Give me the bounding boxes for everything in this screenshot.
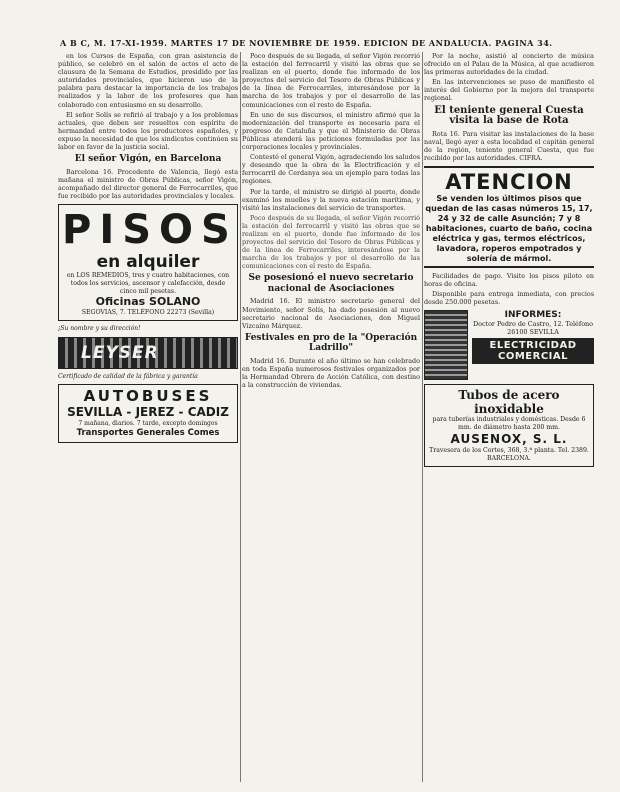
ad-company: AUSENOX, S. L. [450,431,568,446]
article-paragraph: en los Cursos de España, con gran asistencia de público, se celebró en el salón de actos el acto de clausura de la Semana de Estudios, presidido por las autoridades provinciales, que hicieron uso de la palabra para destacar la importancia de los trabajos realizados y la labor de los profesores que han colaborado con entusiasmo en su desarrollo. [58,52,238,109]
article-paragraph: Poco después de su llegada, el señor Vigón recorrió la estación del ferrocarril y visitó las obras que se realizan en el puerto, donde fue informado de los proyectos del servicio del Tesoro de Obras Públicas y de la línea de Ferrocarriles, interesándose por la marcha de los trabajos y por el desarrollo de las comunicaciones con el resto de España. [242,52,420,109]
ad-caption: Certificado de calidad de la fábrica y garantía [58,372,198,380]
headline-secretario: Se posesionó el nuevo secretario nacional de Asociaciones [248,273,414,294]
ad-body: para tuberías industriales y domésticas. Desde 6 mm. de diámetro hasta 200 mm. [432,416,586,432]
article-paragraph: Rota 16. Para visitar las instalaciones de la base naval, llegó ayer a esta localidad el capitán general de la región, teniente general Cuesta, que fue recibido por las autoridades. CIFRA. [424,129,594,162]
ad-company: Transportes Generales Comes [76,427,220,438]
ad-informes [424,310,594,380]
ad-caption: ¡Su nombre y su dirección! [58,325,141,333]
article-paragraph: Madrid 16. Durante el año último se han celebrado en toda España numerosos festivales organizados por la Hermandad Obrera de Acción Católica, con destino a la construcción de viviendas. [242,356,420,390]
article-paragraph: Disponible para entrega inmediata, con precios desde 250.000 pesetas. [424,290,594,307]
brand-logo-text: LEYSER [81,342,159,363]
ad-atencion [424,166,594,268]
headline-cuesta-rota: El teniente general Cuesta visita la base de Rota [434,104,584,127]
ad-title: AUTOBUSES [83,387,213,406]
brand-logo-image [58,337,238,369]
column-1 [58,52,238,782]
column-rule [240,52,241,782]
article-paragraph: En uno de sus discursos, el ministro afirmó que la modernización del transporte es necesaria para el progreso de Cataluña y que el Ministerio de Obras Públicas atenderá las peticiones formuladas por las corporaciones locales y provinciales. [242,110,420,152]
ad-banner: ELECTRICIDAD COMERCIAL [472,338,594,364]
ad-autobuses [58,384,238,443]
ad-tubos [424,384,594,466]
ad-title: INFORMES: [504,310,562,321]
ad-image [424,310,468,380]
ad-body: en LOS REMEDIOS, tres y cuatro habitaciones, con todos los servicios, ascensor y calefacción, desde cinco mil pesetas. [66,272,230,295]
ad-title: Tubos de acero inoxidable [458,388,560,417]
ad-informes-text [472,310,594,380]
article-paragraph: El señor Solís se refirió al trabajo y a los problemas actuales, que deben ser resueltos con espíritu de hermandad entre todos los productores españoles, y expuso la necesidad de que los sindicatos continúen su labor en favor de la justicia social. [58,110,238,152]
article-paragraph: Facilidades de pago. Visite los pisos piloto en horas de oficina. [424,271,594,289]
article-paragraph: En las intervenciones se puso de manifiesto el interés del Gobierno por la mejora del transporte regional. [424,78,594,103]
ad-pisos-alquiler [58,204,238,321]
ad-address: SEGOVIAS, 7. TELÉFONO 22273 (Sevilla) [81,309,215,317]
ad-address: Doctor Pedro de Castro, 12. Teléfono 26100 SEVILLA [472,320,594,337]
article-paragraph: Poco después de su llegada, el señor Vigón recorrió la estación del ferrocarril y visitó las obras que se realizan en el puerto, donde fue informado de los proyectos del servicio del Tesoro de Obras Públicas y de la línea de Ferrocarriles, interesándose por la marcha de los trabajos y por el desarrollo de las comunicaciones con el resto de España. [242,213,420,271]
article-paragraph: Por la noche, asistió al concierto de música ofrecido en el Palau de la Música, al que acudieron las primeras autoridades de la ciudad. [424,52,594,77]
headline-vigon-barcelona: El señor Vigón, en Barcelona [74,154,222,165]
column-rule [422,52,423,782]
page-header: A B C, M. 17-XI-1959. MARTES 17 DE NOVIEMBRE DE 1959. EDICION DE ANDALUCIA. PAGINA 34. [60,38,553,48]
ad-title: ATENCION [445,169,573,194]
ad-title: PISOS [62,207,238,253]
ad-body: Se venden los últimos pisos que quedan de las casas números 15, 17, 24 y 32 de calle Asunción; 7 y 8 habitaciones, cuarto de baño, cocina eléctrica y gas, termos eléctricos, lavadora, roperos empotrados y solería de mármol. [425,193,593,263]
ad-subtitle: en alquiler [96,252,200,272]
article-paragraph: Madrid 16. El ministro secretario general del Movimiento, señor Solís, ha dado posesión al nuevo secretario nacional de Asociaciones, don Miguel Vizcaíno Márquez. [242,297,420,330]
column-2 [242,52,420,782]
ad-route: SEVILLA - JEREZ - CADIZ [67,405,229,420]
ad-offer: Oficinas SOLANO [95,295,201,309]
article-paragraph: Por la tarde, el ministro se dirigió al puerto, donde examinó los muelles y la nueva estación marítima, y visitó las instalaciones del servicio de transportes. [242,187,420,212]
ad-schedule: 7 mañana, diarios. 7 tarde, excepto domingos [78,420,218,428]
article-paragraph: Barcelona 16. Procedente de Valencia, llegó esta mañana el ministro de Obras Públicas, señor Vigón, acompañado del director general de Ferrocarriles, que fue recibido por las autoridades provinciales y locales. [58,167,238,200]
headline-festivales: Festivales en pro de la "Operación Ladrillo" [244,332,418,354]
column-3 [424,52,594,782]
article-paragraph: Contestó el general Vigón, agradeciendo los saludos y deseando que la obra de la Electrificación y el ferrocarril de Cerdanya sea un ejemplo para todas las regiones. [242,153,420,186]
ad-address: Travesera de los Cortes, 368, 3.ª planta. Tel. 2389. BARCELONA. [429,446,589,462]
